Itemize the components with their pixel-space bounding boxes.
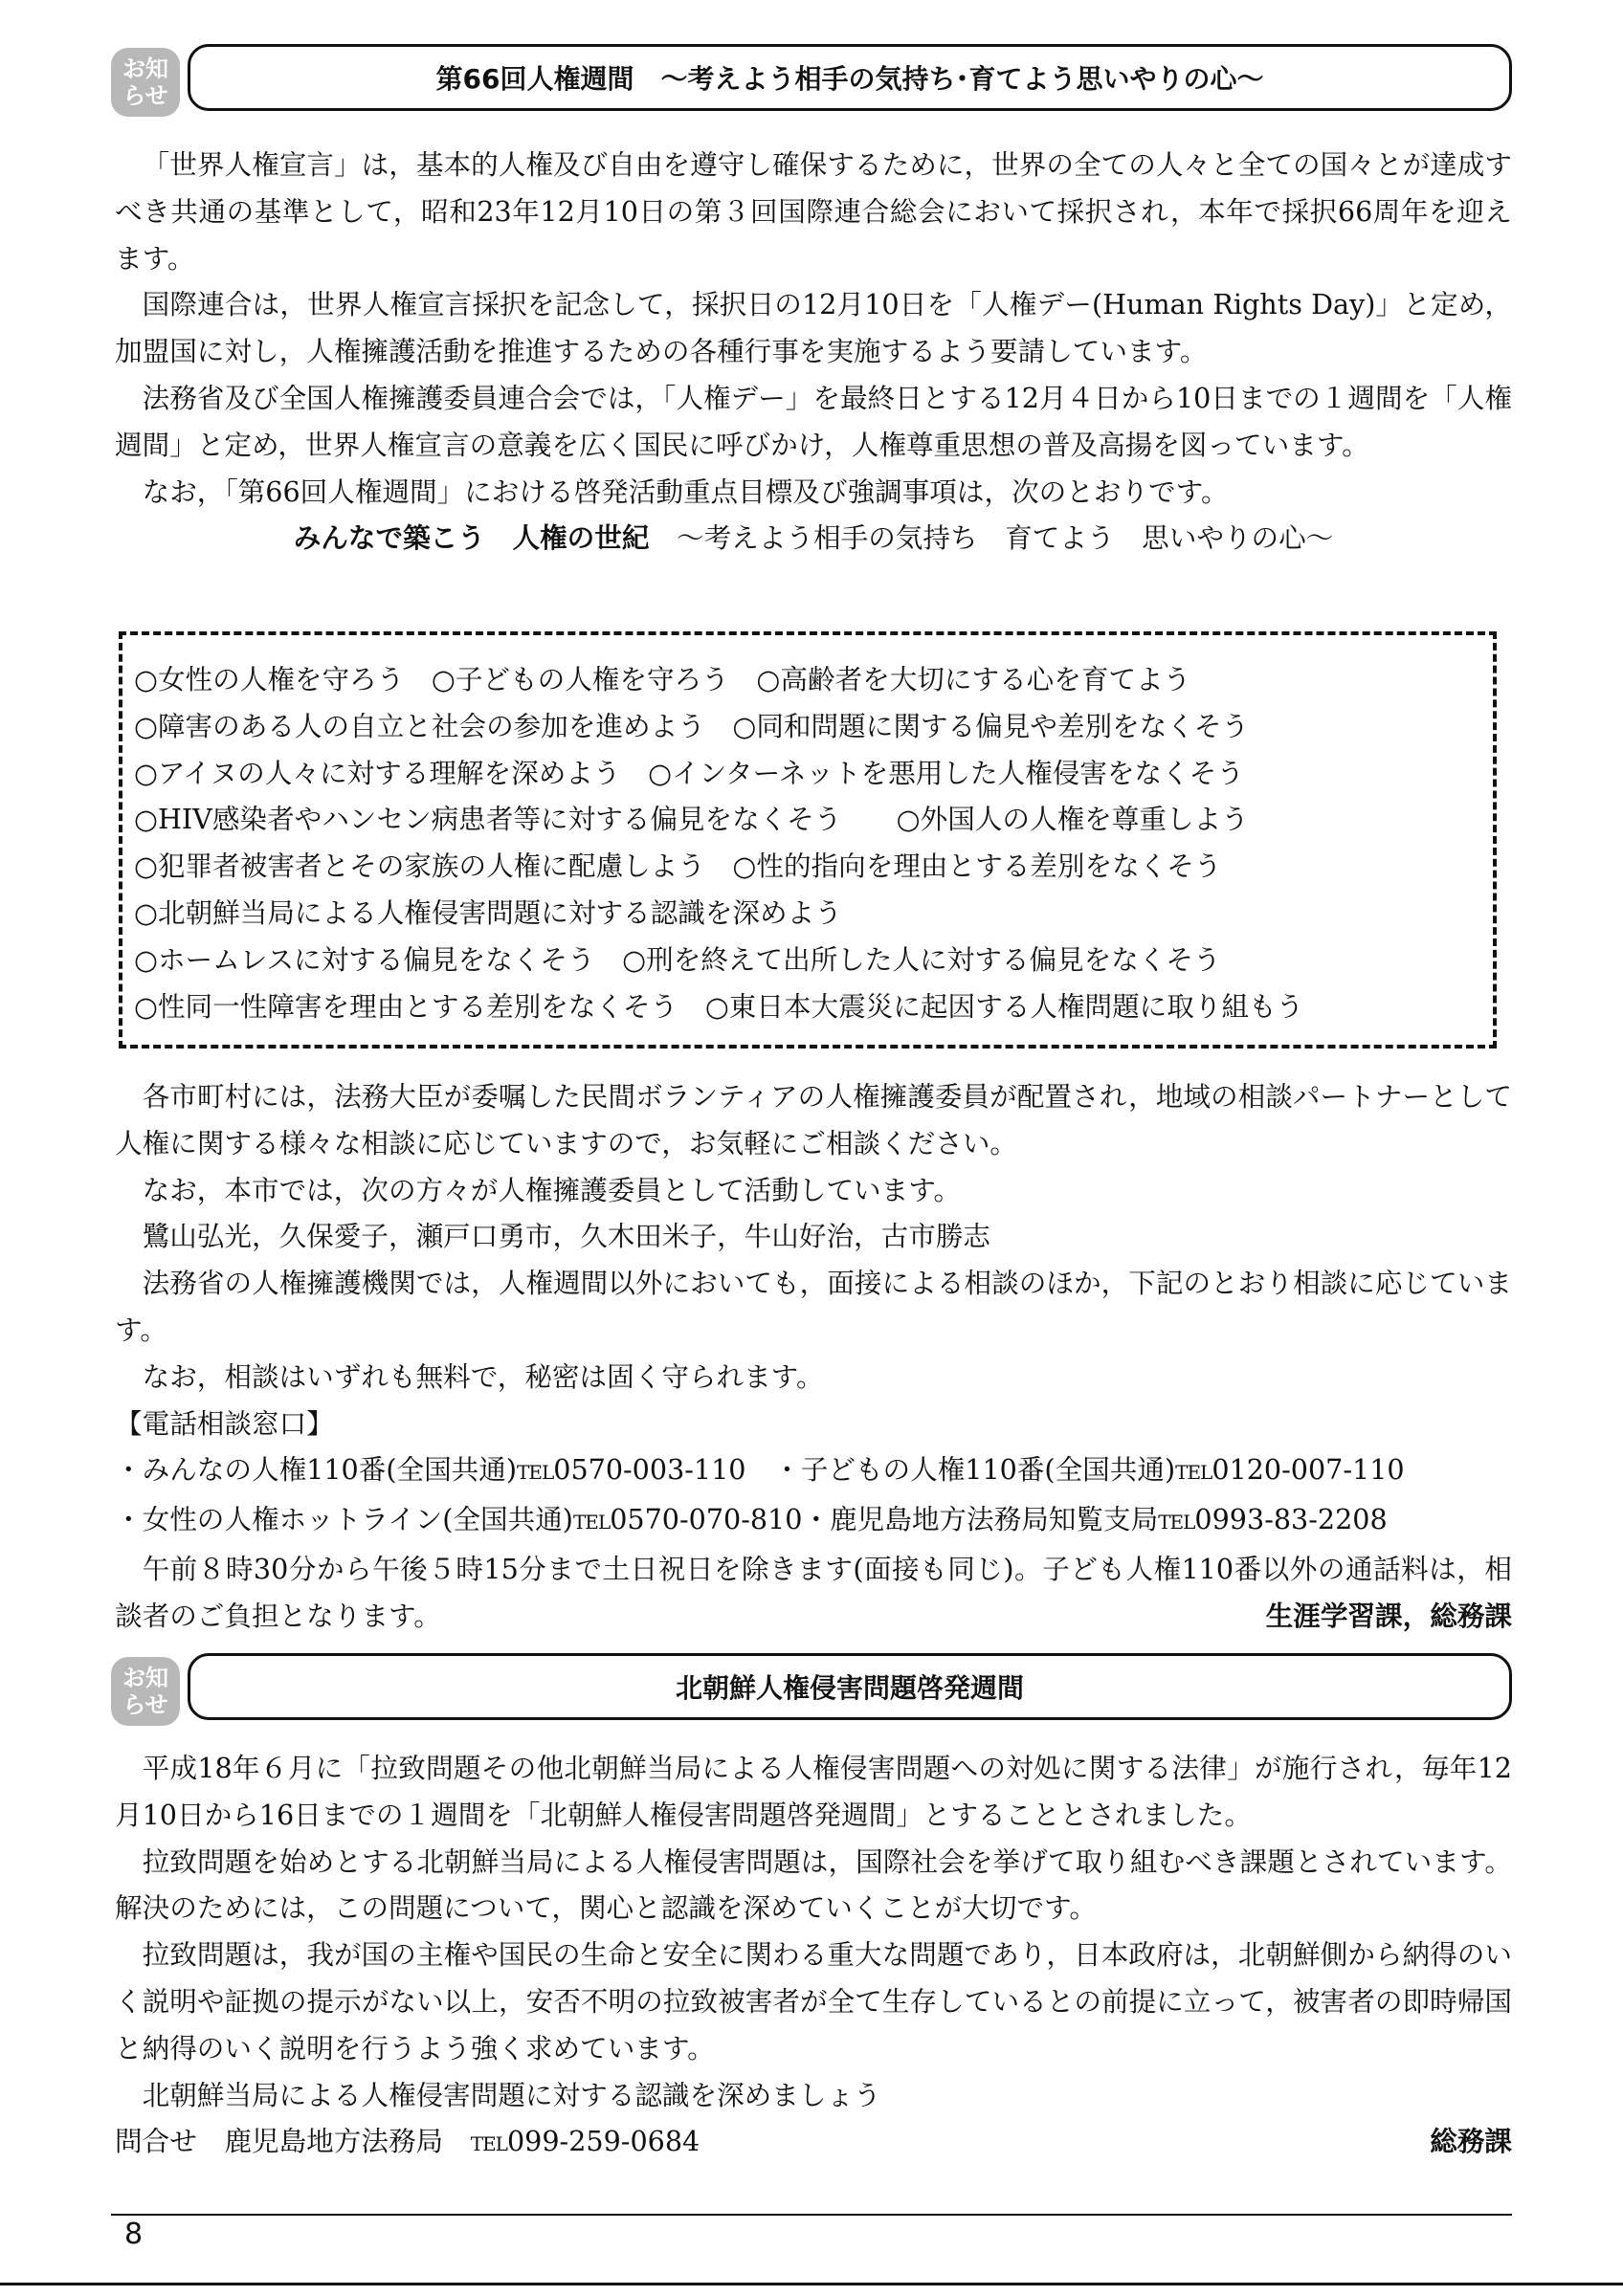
paragraph: 平成18年６月に「拉致問題その他北朝鮮当局による人権侵害問題への対処に関する法律」が施行され，毎年12月10日から16日までの１週間を「北朝鮮人権侵害問題啓発週間」とすることとされました。 [115, 1752, 1512, 1831]
paragraph: 法務省及び全国人権擁護委員連合会では，「人権デー」を最終日とする12月４日から10日までの１週間を「人権週間」と定め，世界人権宣言の意義を広く国民に呼びかけ，人権尊重思想の普及高揚を図っています。 [115, 381, 1512, 461]
tel-icon: TEL [1175, 1461, 1212, 1485]
page-number: 8 [124, 2218, 144, 2251]
paragraph: 「世界人権宣言」は，基本的人権及び自由を遵守し確保するために，世界の全ての人々と全ての国々とが達成すべき共通の基準として，昭和23年12月10日の第３回国際連合総会において採択され，本年で採択66周年を迎えます。 [115, 148, 1512, 275]
phone-row-1 [115, 1446, 1512, 1496]
slogan [115, 515, 1512, 562]
phone-number: 0570-003-110 [553, 1453, 746, 1487]
section-header-north-korea-week [111, 1653, 1512, 1724]
paragraph: 拉致問題を始めとする北朝鮮当局による人権侵害問題は，国際社会を挙げて取り組むべき課題とされています。解決のためには，この問題について，関心と認識を深めていくことが大切です。 [115, 1844, 1512, 1925]
phone-number: 0570-070-810 [610, 1503, 803, 1536]
emphasis-item: ○女性の人権を守ろう ○子どもの人権を守ろう ○高齢者を大切にする心を育てよう [134, 663, 1191, 695]
hours-note: 午前８時30分から午後５時15分まで土日祝日を除きます(面接も同じ)。子ども人権110番以外の通話料は，相談者のご負担となります。 [115, 1552, 1512, 1632]
emphasis-item: ○障害のある人の自立と社会の参加を進めよう ○同和問題に関する偏見や差別をなくそう [134, 709, 1250, 742]
footer-rule [111, 2214, 1512, 2216]
slogan-main: みんなで築こう 人権の世紀 [293, 521, 650, 555]
slogan-sub: 〜考えよう相手の気持ち 育てよう 思いやりの心〜 [649, 521, 1334, 555]
tel-icon: TEL [572, 1511, 611, 1534]
paragraph: 拉致問題は，我が国の主権や国民の生命と安全に関わる重大な問題であり，日本政府は，北朝鮮側から納得のいく説明や証拠の提示がない以上，安否不明の拉致被害者が全て生存しているとの前提に立って，被害者の即時帰国と納得のいく説明を行うよう強く求めています。 [115, 1938, 1512, 2064]
paragraph: 北朝鮮当局による人権侵害問題に対する認識を深めましょう [142, 2078, 881, 2111]
paragraph: 法務省の人権擁護機関では，人権週間以外においても，面接による相談のほか，下記のとおり相談に応じています。 [115, 1267, 1512, 1346]
emphasis-item: ○犯罪者被害者とその家族の人権に配慮しよう ○性的指向を理由とする差別をなくそう [134, 850, 1222, 883]
section1-intro [115, 142, 1512, 562]
committee-members: 鷺山弘光，久保愛子，瀬戸口勇市，久木田米子，牛山好治，古市勝志 [142, 1220, 991, 1253]
phone-header: 【電話相談窓口】 [115, 1406, 334, 1440]
paragraph: なお，本市では，次の方々が人権擁護委員として活動しています。 [142, 1173, 962, 1206]
notice-badge-icon [111, 48, 180, 117]
paragraph: 国際連合は，世界人権宣言採択を記念して，採択日の12月10日を「人権デー(Human Rights Day)」と定め，加盟国に対し，人権擁護活動を推進するための各種行事を実施するよう要請しています。 [115, 288, 1512, 368]
paragraph [115, 1546, 1512, 1640]
tel-icon: TEL [1158, 1511, 1195, 1534]
paragraph: 各市町村には，法務大臣が委嘱した民間ボランティアの人権擁護委員が配置され，地域の相談パートナーとして人権に関する様々な相談に応じていますので，お気軽にご相談ください。 [115, 1080, 1512, 1159]
contact-line [115, 2118, 1512, 2168]
emphasis-item: ○ホームレスに対する偏見をなくそう ○刑を終えて出所した人に対する偏見をなくそう [134, 942, 1221, 976]
badge-text-2: らせ [122, 1691, 168, 1718]
tel-icon: TEL [517, 1461, 554, 1485]
section-header-human-rights-week [111, 44, 1512, 115]
paragraph: なお，相談はいずれも無料で，秘密は固く守られます。 [142, 1359, 824, 1393]
section-title: 北朝鮮人権侵害問題啓発週間 [188, 1653, 1512, 1720]
phone-label: ・みんなの人権110番(全国共通) [115, 1453, 518, 1487]
contact-number: 099-259-0684 [506, 2125, 700, 2158]
paragraph: なお，「第66回人権週間」における啓発活動重点目標及び強調事項は，次のとおりです。 [142, 475, 1229, 508]
emphasis-items-box [119, 631, 1497, 1049]
notice-badge-icon [111, 1657, 180, 1726]
contact-label: 問合せ 鹿児島地方法務局 [115, 2125, 471, 2158]
phone-number: 0993-83-2208 [1194, 1503, 1388, 1536]
tel-icon: TEL [470, 2132, 507, 2156]
badge-text-1: お知 [122, 55, 168, 82]
phone-label: ・子どもの人権110番(全国共通) [745, 1453, 1176, 1487]
section2-body [115, 1745, 1512, 2168]
phone-label: ・女性の人権ホットライン(全国共通) [115, 1503, 573, 1536]
section1-consultation [115, 1073, 1512, 1640]
page-bottom-rule [0, 2283, 1623, 2285]
badge-text-2: らせ [122, 82, 168, 109]
emphasis-item: ○アイヌの人々に対する理解を深めよう ○インターネットを悪用した人権侵害をなくそう [134, 756, 1244, 789]
badge-text-1: お知 [122, 1665, 168, 1691]
phone-row-2 [115, 1496, 1512, 1546]
department-label: 生涯学習課，総務課 [1265, 1599, 1512, 1632]
emphasis-item: ○HIV感染者やハンセン病患者等に対する偏見をなくそう ○外国人の人権を尊重しよう [134, 803, 1249, 836]
phone-number: 0120-007-110 [1212, 1453, 1405, 1487]
emphasis-item: ○性同一性障害を理由とする差別をなくそう ○東日本大震災に起因する人権問題に取り組もう [134, 989, 1304, 1023]
department-label: 総務課 [1430, 2125, 1512, 2158]
phone-label: ・鹿児島地方法務局知覧支局 [802, 1503, 1159, 1536]
emphasis-item: ○北朝鮮当局による人権侵害問題に対する認識を深めよう [134, 895, 842, 929]
section-title: 第66回人権週間 〜考えよう相手の気持ち･育てよう思いやりの心〜 [188, 44, 1512, 111]
